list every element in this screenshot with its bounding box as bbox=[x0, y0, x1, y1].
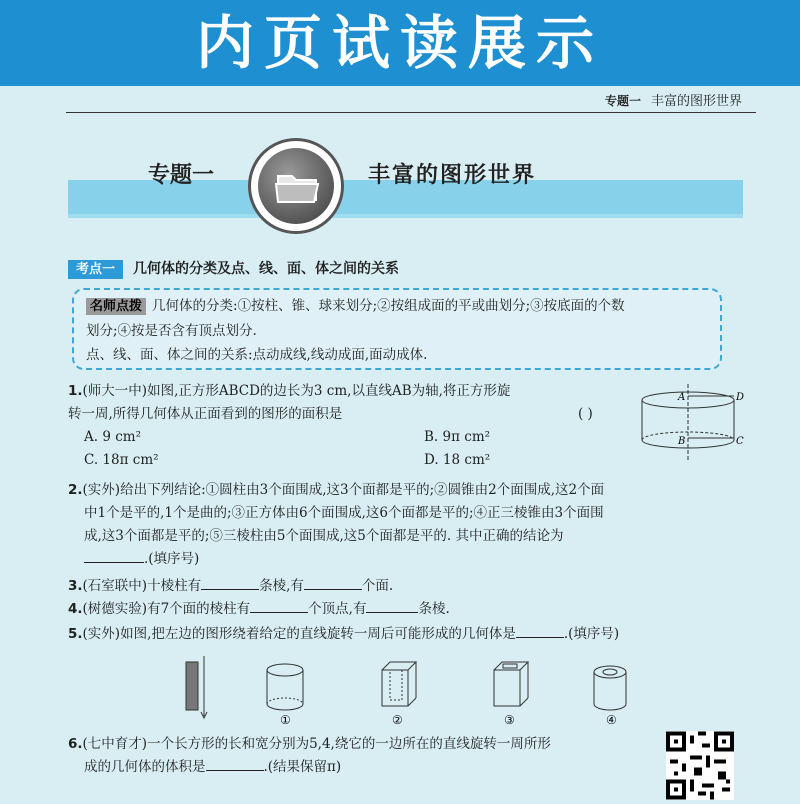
q3-blank-2[interactable] bbox=[304, 575, 362, 590]
q3-text-a: (石室联中)十棱柱有 bbox=[82, 578, 202, 594]
q5-number: 5. bbox=[68, 626, 83, 642]
question-5 bbox=[68, 623, 758, 646]
q1-line-2: 转一周,所得几何体从正面看到的图形的面积是 bbox=[68, 406, 343, 422]
q3-blank-1[interactable] bbox=[201, 575, 259, 590]
q1-option-d: D. 18 cm² bbox=[424, 452, 491, 468]
q4-blank-2[interactable] bbox=[366, 598, 418, 613]
q1-fig-label-b: B bbox=[678, 436, 686, 447]
q6-line-1: (七中育才)一个长方形的长和宽分别为5,4,绕它的一边所在的直线旋转一周所形 bbox=[82, 736, 551, 752]
q4-text-b: 个顶点,有 bbox=[308, 601, 367, 617]
q1-fig-label-c: C bbox=[736, 436, 744, 447]
q1-answer-paren: ( ) bbox=[578, 406, 593, 422]
q1-fig-label-a: A bbox=[678, 392, 686, 403]
qr-code bbox=[666, 731, 734, 800]
q1-cylinder-figure bbox=[636, 384, 746, 464]
q1-option-c: C. 18π cm² bbox=[84, 452, 159, 468]
kaodian-tag: 考点一 bbox=[68, 260, 123, 279]
topic-header-underline bbox=[68, 214, 743, 218]
q2-line-2: 中1个是平的,1个是曲的;③正方体由6个面围成,这6个面都是平的;④正三棱锥由3个面围 bbox=[84, 505, 604, 521]
kaodian-heading bbox=[68, 258, 399, 278]
q4-text-a: (树德实验)有7个面的棱柱有 bbox=[82, 601, 251, 617]
kaodian-title: 几何体的分类及点、线、面、体之间的关系 bbox=[133, 261, 400, 277]
tip-tag: 名师点拨 bbox=[86, 298, 146, 315]
question-6 bbox=[68, 733, 658, 779]
q5-answer-blank[interactable] bbox=[516, 623, 564, 638]
running-head-tag: 专题一 bbox=[604, 94, 641, 108]
folder-icon bbox=[258, 148, 334, 224]
q6-number: 6. bbox=[68, 736, 83, 752]
q2-line-4: .(填序号) bbox=[144, 551, 200, 567]
q6-line-2a: 成的几何体的体积是 bbox=[84, 759, 206, 775]
q5-tail: .(填序号) bbox=[563, 626, 620, 642]
running-head-rule bbox=[66, 112, 756, 113]
q5-fig-label-3: ③ bbox=[504, 713, 515, 727]
q1-option-b: B. 9π cm² bbox=[424, 429, 491, 445]
q2-line-1: (实外)给出下列结论:①圆柱由3个面围成,这3个面都是平的;②圆锥由2个面围成,这2个面 bbox=[82, 482, 605, 498]
q2-number: 2. bbox=[68, 482, 83, 498]
topic-label: 专题一 bbox=[148, 163, 215, 188]
q1-line-1: (师大一中)如图,正方形ABCD的边长为3 cm,以直线AB为轴,将正方形旋 bbox=[82, 383, 511, 399]
tip-line-1: 几何体的分类:①按柱、锥、球来划分;②按组成面的平或曲划分;③按底面的个数 bbox=[152, 298, 625, 314]
q6-line-2b: .(结果保留π) bbox=[263, 759, 342, 775]
running-head bbox=[605, 90, 742, 109]
q5-fig-label-4: ④ bbox=[606, 713, 617, 727]
q1-fig-label-d: D bbox=[736, 392, 745, 403]
question-3 bbox=[68, 575, 393, 598]
question-4 bbox=[68, 598, 450, 621]
question-2 bbox=[68, 479, 748, 571]
teacher-tip-box bbox=[72, 288, 722, 370]
q3-number: 3. bbox=[68, 578, 83, 594]
q3-text-c: 个面. bbox=[361, 578, 394, 594]
q4-blank-1[interactable] bbox=[250, 598, 308, 613]
q4-number: 4. bbox=[68, 601, 83, 617]
q5-fig-label-1: ① bbox=[280, 713, 291, 727]
q4-text-c: 条棱. bbox=[418, 601, 450, 617]
tip-line-3: 点、线、面、体之间的关系:点动成线,线动成面,面动成体. bbox=[86, 347, 428, 363]
q1-option-a: A. 9 cm² bbox=[84, 429, 141, 445]
tip-line-2: 划分;④按是否含有顶点划分. bbox=[86, 323, 257, 339]
running-head-title: 丰富的图形世界 bbox=[650, 94, 742, 109]
question-1 bbox=[68, 380, 648, 472]
q5-figures bbox=[178, 656, 658, 728]
q2-line-3: 成,这3个面都是平的;⑤三棱柱由5个面围成,这5个面都是平的. 其中正确的结论为 bbox=[84, 528, 564, 544]
q5-text: (实外)如图,把左边的图形绕着给定的直线旋转一周后可能形成的几何体是 bbox=[82, 626, 516, 642]
q5-fig-label-2: ② bbox=[392, 713, 403, 727]
promo-banner-title: 内页试读展示 bbox=[0, 0, 800, 86]
topic-title: 丰富的图形世界 bbox=[368, 163, 537, 188]
q3-text-b: 条棱,有 bbox=[259, 578, 304, 594]
q6-answer-blank[interactable] bbox=[206, 756, 264, 771]
q2-answer-blank[interactable] bbox=[84, 548, 144, 563]
q1-number: 1. bbox=[68, 383, 83, 399]
